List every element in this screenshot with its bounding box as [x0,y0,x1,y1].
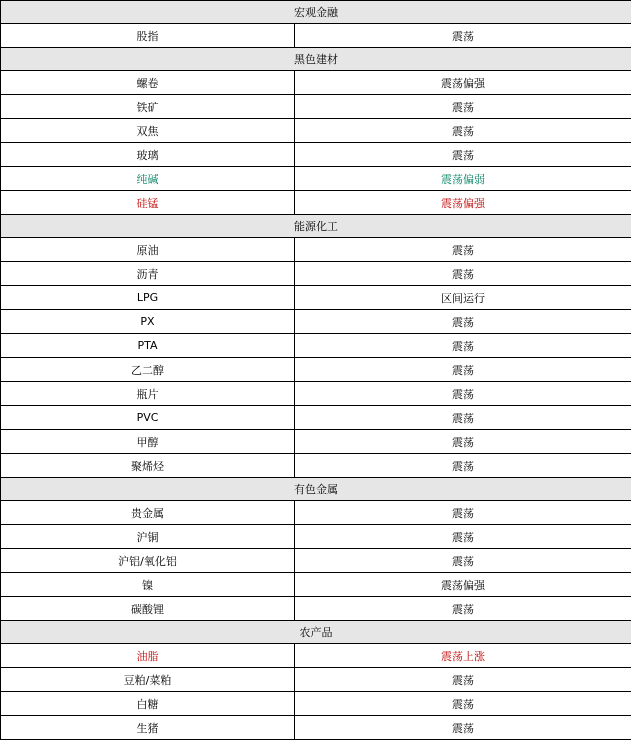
table-row [1,334,631,358]
table-row [1,597,631,621]
commodity-name: 沪铝/氧化铝 [1,549,295,573]
table-body [1,1,631,740]
table-row [1,501,631,525]
section-header-row [1,48,631,71]
table-row [1,406,631,430]
outlook-view: 震荡偏强 [295,71,631,95]
table-row [1,644,631,668]
outlook-view: 震荡 [295,310,631,334]
commodity-name: 硅锰 [1,191,295,215]
commodity-name: PVC [1,406,295,430]
commodity-name: 油脂 [1,644,295,668]
table-row [1,358,631,382]
table-row [1,454,631,478]
commodity-name: 生猪 [1,716,295,740]
commodity-name: 聚烯烃 [1,454,295,478]
outlook-view: 震荡 [295,24,631,48]
section-title: 农产品 [1,621,631,644]
commodity-name: 碳酸锂 [1,597,295,621]
commodity-name: 贵金属 [1,501,295,525]
outlook-view: 震荡 [295,430,631,454]
table-row [1,573,631,597]
section-header-row [1,1,631,24]
commodity-name: 原油 [1,238,295,262]
outlook-view: 震荡 [295,549,631,573]
table-row [1,668,631,692]
outlook-view: 震荡偏强 [295,191,631,215]
outlook-view: 震荡 [295,525,631,549]
commodity-name: 白糖 [1,692,295,716]
commodity-name: 双焦 [1,119,295,143]
commodity-name: 甲醇 [1,430,295,454]
outlook-view: 震荡偏弱 [295,167,631,191]
table-row [1,286,631,310]
commodity-name: 螺卷 [1,71,295,95]
section-title: 宏观金融 [1,1,631,24]
table-row [1,262,631,286]
commodity-name: 股指 [1,24,295,48]
table-row [1,95,631,119]
outlook-view: 震荡 [295,262,631,286]
outlook-view: 震荡 [295,143,631,167]
outlook-view: 震荡 [295,692,631,716]
outlook-view: 震荡偏强 [295,573,631,597]
section-header-row [1,621,631,644]
table-row [1,430,631,454]
outlook-view: 震荡 [295,716,631,740]
commodity-name: 玻璃 [1,143,295,167]
outlook-view: 震荡 [295,406,631,430]
outlook-view: 震荡 [295,95,631,119]
section-title: 能源化工 [1,215,631,238]
commodity-name: 豆粕/菜粕 [1,668,295,692]
section-title: 有色金属 [1,478,631,501]
commodity-name: PTA [1,334,295,358]
table-row [1,143,631,167]
commodity-name: 瓶片 [1,382,295,406]
outlook-view: 震荡 [295,334,631,358]
outlook-view: 区间运行 [295,286,631,310]
section-title: 黑色建材 [1,48,631,71]
table-row [1,167,631,191]
commodity-name: 沪铜 [1,525,295,549]
table-row [1,716,631,740]
table-row [1,692,631,716]
table-row [1,238,631,262]
table-row [1,382,631,406]
table-row [1,549,631,573]
commodity-name: 纯碱 [1,167,295,191]
commodity-name: PX [1,310,295,334]
outlook-view: 震荡 [295,454,631,478]
table-row [1,71,631,95]
outlook-view: 震荡 [295,668,631,692]
outlook-view: 震荡 [295,358,631,382]
section-header-row [1,215,631,238]
section-header-row [1,478,631,501]
commodity-name: LPG [1,286,295,310]
table-row [1,310,631,334]
outlook-view: 震荡 [295,238,631,262]
commodity-name: 沥青 [1,262,295,286]
outlook-view: 震荡 [295,119,631,143]
outlook-view: 震荡 [295,597,631,621]
table-row [1,119,631,143]
table-row [1,191,631,215]
outlook-view: 震荡上涨 [295,644,631,668]
outlook-view: 震荡 [295,501,631,525]
table-row [1,24,631,48]
commodity-name: 镍 [1,573,295,597]
commodity-name: 乙二醇 [1,358,295,382]
outlook-view: 震荡 [295,382,631,406]
commodity-name: 铁矿 [1,95,295,119]
table-row [1,525,631,549]
